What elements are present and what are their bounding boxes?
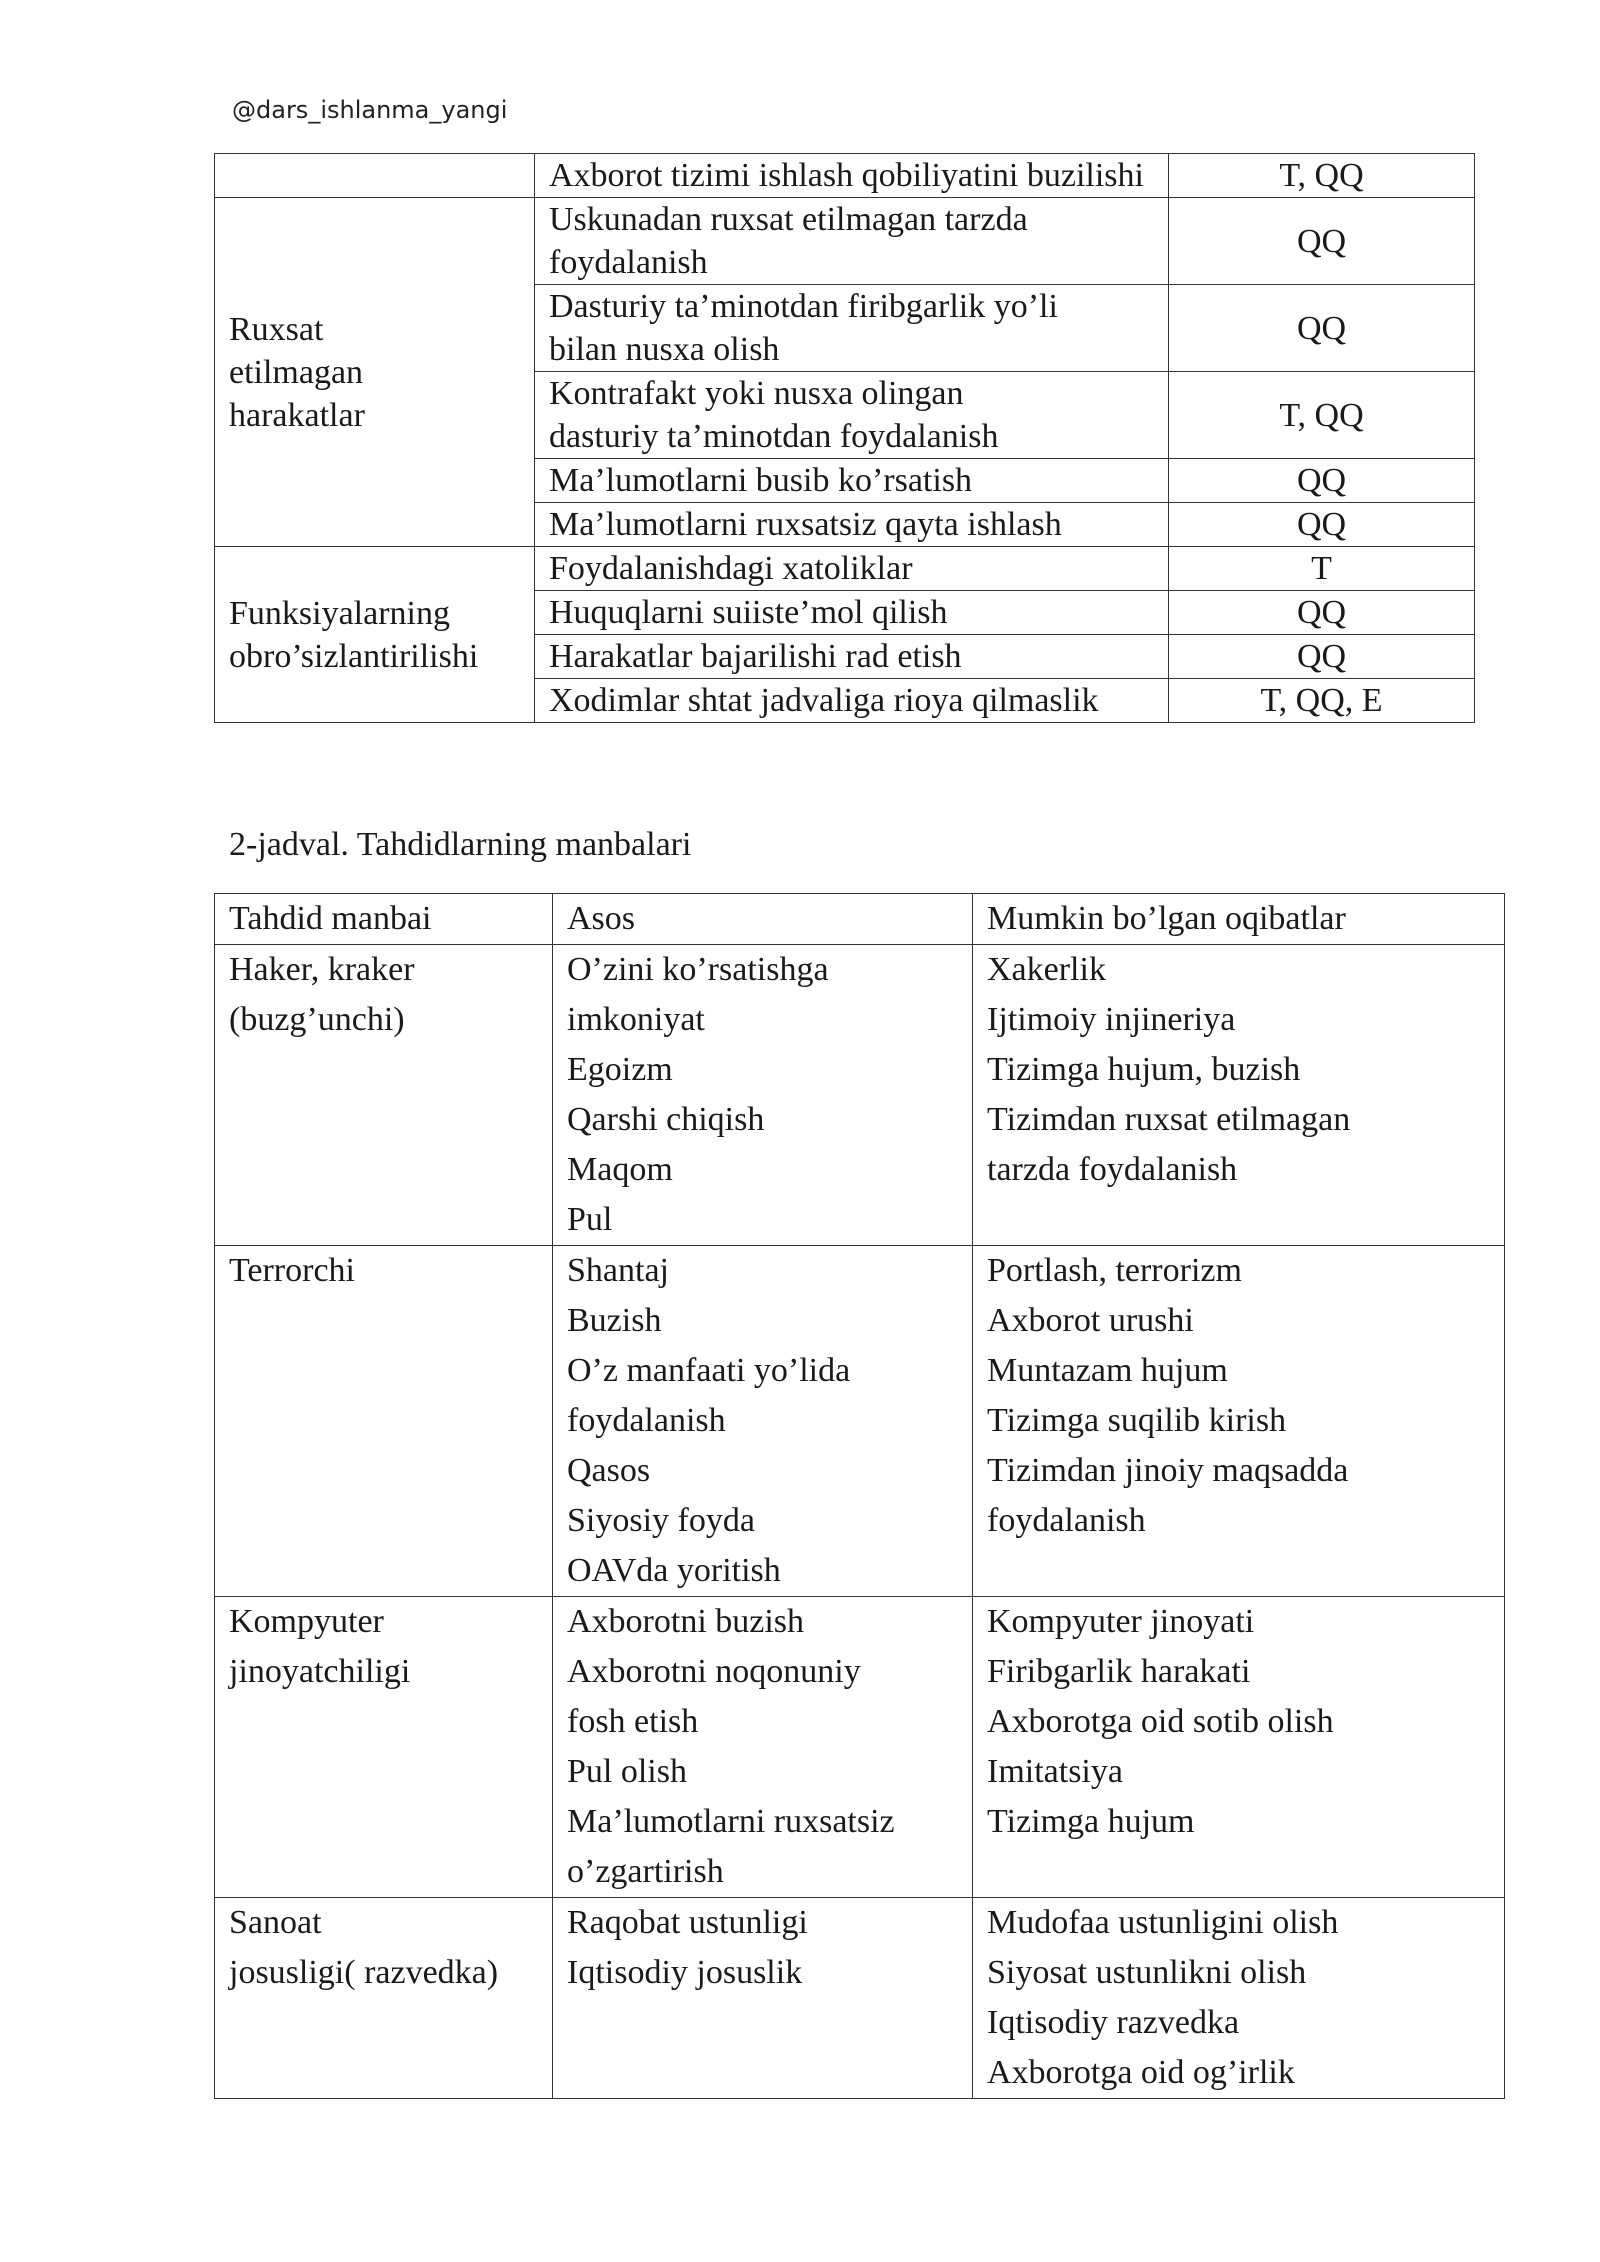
- cell-line: Mudofaa ustunligini olish: [987, 1904, 1339, 1941]
- cell-line: O’z manfaati yo’lida: [567, 1352, 851, 1389]
- cell-line: Qarshi chiqish: [567, 1101, 765, 1138]
- consequences-cell: [973, 1597, 1505, 1898]
- category-line: Funksiyalarning: [229, 594, 450, 632]
- code-cell: QQ: [1169, 198, 1475, 285]
- basis-cell: [553, 1597, 973, 1898]
- cell-line: OAVda yoritish: [567, 1552, 781, 1589]
- code-cell: QQ: [1169, 635, 1475, 679]
- cell-line: Siyosat ustunlikni olish: [987, 1954, 1307, 1991]
- consequences-cell: [973, 1246, 1505, 1597]
- threat-cell: Huquqlarni suiiste’mol qilish: [535, 591, 1169, 635]
- table-caption: 2-jadval. Tahdidlarning manbalari: [229, 826, 692, 863]
- cell-line: Tizimga suqilib kirish: [987, 1402, 1287, 1439]
- cell-line: Sanoat: [229, 1904, 322, 1941]
- code-cell: QQ: [1169, 591, 1475, 635]
- cell-line: foydalanish: [987, 1502, 1146, 1539]
- cell-line: O’zini ko’rsatishga: [567, 951, 829, 988]
- threat-cell: Axborot tizimi ishlash qobiliyatini buzilishi: [535, 154, 1169, 198]
- code-cell: T: [1169, 547, 1475, 591]
- threat-cell: Ma’lumotlarni ruxsatsiz qayta ishlash: [535, 503, 1169, 547]
- cell-line: tarzda foydalanish: [987, 1151, 1238, 1188]
- cell-line: jinoyatchiligi: [229, 1653, 411, 1690]
- cell-line: Muntazam hujum: [987, 1352, 1228, 1389]
- cell-line: o’zgartirish: [567, 1853, 724, 1890]
- cell-line: Portlash, terrorizm: [987, 1252, 1242, 1289]
- threat-line: Dasturiy ta’minotdan firibgarlik yo’li: [549, 288, 1058, 325]
- cell-line: imkoniyat: [567, 1001, 705, 1038]
- code-cell: QQ: [1169, 503, 1475, 547]
- code-cell: QQ: [1169, 285, 1475, 372]
- cell-line: Iqtisodiy josuslik: [567, 1954, 803, 1991]
- cell-line: Raqobat ustunligi: [567, 1904, 808, 1941]
- cell-line: Ma’lumotlarni ruxsatsiz: [567, 1803, 895, 1840]
- cell-line: Buzish: [567, 1302, 662, 1339]
- cell-line: Tizimga hujum, buzish: [987, 1051, 1301, 1088]
- cell-line: Tizimga hujum: [987, 1803, 1195, 1840]
- source-cell: [215, 945, 553, 1246]
- category-line: harakatlar: [229, 396, 365, 434]
- cell-line: Tizimdan jinoiy maqsadda: [987, 1452, 1349, 1489]
- column-header: Asos: [553, 894, 973, 945]
- cell-line: Pul: [567, 1201, 613, 1238]
- table-row: [215, 1898, 1505, 2099]
- channel-handle: @dars_ishlanma_yangi: [232, 96, 508, 124]
- threat-line: dasturiy ta’minotdan foydalanish: [549, 418, 999, 455]
- consequences-cell: [973, 1898, 1505, 2099]
- cell-line: foydalanish: [567, 1402, 726, 1439]
- threat-cell: [535, 285, 1169, 372]
- basis-cell: [553, 1898, 973, 2099]
- cell-line: Firibgarlik harakati: [987, 1653, 1251, 1690]
- table-header-row: [215, 894, 1505, 945]
- cell-line: Axborotni buzish: [567, 1603, 805, 1640]
- category-cell: [215, 547, 535, 723]
- code-cell: QQ: [1169, 459, 1475, 503]
- cell-line: Terrorchi: [229, 1252, 355, 1289]
- threat-line: bilan nusxa olish: [549, 331, 780, 368]
- category-cell: [215, 198, 535, 547]
- cell-line: Maqom: [567, 1151, 673, 1188]
- code-cell: T, QQ: [1169, 154, 1475, 198]
- cell-line: Axborotni noqonuniy: [567, 1653, 861, 1690]
- cell-line: Kompyuter: [229, 1603, 384, 1640]
- source-cell: [215, 1898, 553, 2099]
- source-cell: [215, 1597, 553, 1898]
- code-cell: T, QQ: [1169, 372, 1475, 459]
- cell-line: Egoizm: [567, 1051, 673, 1088]
- cell-line: Qasos: [567, 1452, 651, 1489]
- cell-line: Ijtimoiy injineriya: [987, 1001, 1236, 1038]
- table-row: [215, 1246, 1505, 1597]
- code-cell: T, QQ, E: [1169, 679, 1475, 723]
- cell-line: Axborotga oid og’irlik: [987, 2054, 1295, 2091]
- column-header: Mumkin bo’lgan oqibatlar: [973, 894, 1505, 945]
- cell-line: Axborotga oid sotib olish: [987, 1703, 1334, 1740]
- cell-line: Tizimdan ruxsat etilmagan: [987, 1101, 1351, 1138]
- table-row: [215, 547, 1475, 591]
- threat-cell: [535, 198, 1169, 285]
- threats-table: [214, 153, 1475, 723]
- cell-line: fosh etish: [567, 1703, 699, 1740]
- table-row: [215, 1597, 1505, 1898]
- cell-line: Shantaj: [567, 1252, 669, 1289]
- threat-cell: Xodimlar shtat jadvaliga rioya qilmaslik: [535, 679, 1169, 723]
- cell-line: Kompyuter jinoyati: [987, 1603, 1255, 1640]
- threat-cell: Foydalanishdagi xatoliklar: [535, 547, 1169, 591]
- basis-cell: [553, 1246, 973, 1597]
- threat-sources-table: [214, 893, 1505, 2099]
- category-line: Ruxsat: [229, 310, 324, 348]
- cell-line: Haker, kraker: [229, 951, 415, 988]
- threat-line: foydalanish: [549, 244, 708, 281]
- threat-cell: [535, 372, 1169, 459]
- threat-line: Kontrafakt yoki nusxa olingan: [549, 375, 964, 412]
- category-line: obro’sizlantirilishi: [229, 637, 479, 675]
- source-cell: [215, 1246, 553, 1597]
- cell-line: (buzg’unchi): [229, 1001, 405, 1038]
- cell-line: Axborot urushi: [987, 1302, 1194, 1339]
- threat-line: Uskunadan ruxsat etilmagan tarzda: [549, 201, 1028, 238]
- cell-line: Iqtisodiy razvedka: [987, 2004, 1240, 2041]
- table-row: [215, 198, 1475, 285]
- threat-cell: Harakatlar bajarilishi rad etish: [535, 635, 1169, 679]
- threat-cell: Ma’lumotlarni busib ko’rsatish: [535, 459, 1169, 503]
- cell-line: Pul olish: [567, 1753, 687, 1790]
- column-header: Tahdid manbai: [215, 894, 553, 945]
- consequences-cell: [973, 945, 1505, 1246]
- category-line: etilmagan: [229, 353, 364, 391]
- cell-line: Siyosiy foyda: [567, 1502, 755, 1539]
- category-cell-empty: [215, 154, 535, 198]
- table-row: [215, 154, 1475, 198]
- table-body: [215, 945, 1505, 2099]
- cell-line: josusligi( razvedka): [229, 1954, 499, 1991]
- table-row: [215, 945, 1505, 1246]
- cell-line: Imitatsiya: [987, 1753, 1123, 1790]
- basis-cell: [553, 945, 973, 1246]
- cell-line: Xakerlik: [987, 951, 1106, 988]
